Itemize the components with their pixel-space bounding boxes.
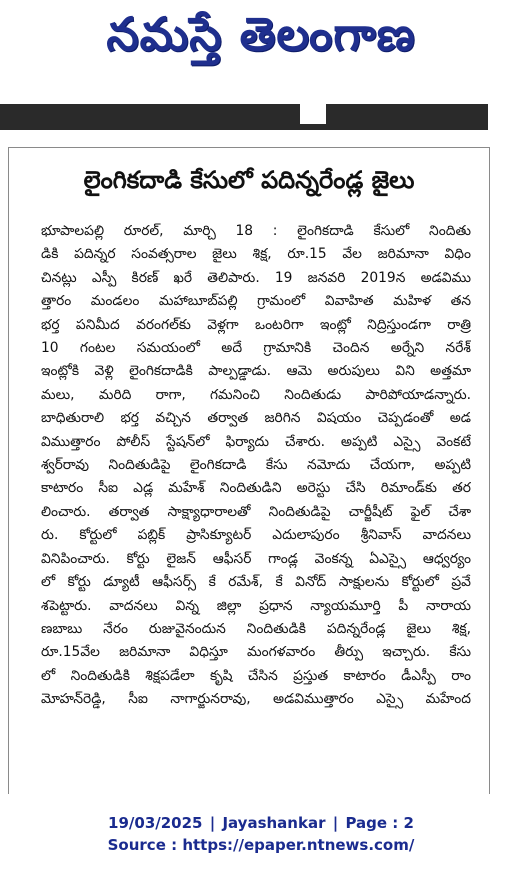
article-body-line: కాటారం సీఐ ఎడ్ల మహేశ్ నిందితుడిని అరెస్టు చేసి రిమాండ్‌కు తర — [41, 480, 471, 497]
article-body-line: లో నిందితుడికి శిక్షపడేలా కృషి చేసిన ప్రస్తుత కాటారం డీఎస్పీ రాం — [41, 667, 471, 684]
footer-separator: | — [209, 814, 216, 832]
article-body — [41, 220, 471, 712]
article-body-line: శ్వర్‌రావు నిందితుడిపై లైంగికదాడి కేసు నమోదు చేయగా, అప్పటి — [41, 457, 471, 474]
article-body-line: శపెట్టారు. వాదనలు విన్న జిల్లా ప్రధాన న్యాయమూర్తి పీ నారాయ — [41, 597, 471, 614]
article-body-line: లించారు. తర్వాత సాక్ష్యాధారాలతో నిందితుడిపై చార్జీషీట్ ఫైల్ చేశా — [41, 503, 471, 520]
article-body-line: రు. కోర్టులో పబ్లిక్ ప్రాసిక్యూటర్ ఎదులాపురం శ్రీనివాస్ వాదనలు — [41, 527, 471, 544]
footer-page: Page : 2 — [345, 814, 414, 832]
bar-fragment — [300, 104, 326, 124]
article-body-line: 10 గంటల సమయంలో అదే గ్రామానికి చెందిన అర్నేని నరేశ్ — [41, 340, 471, 357]
footer-edition: Jayashankar — [222, 814, 326, 832]
article-body-line: డికి పదిన్నర సంవత్సరాల జైలు శిక్ష, రూ.15 వేల జరిమానా విధిం — [41, 246, 471, 263]
article-body-line: ఇంట్లోకి వెళ్లి లైంగికదాడికి పాల్పడ్డాడు. ఆమె అరుపులు విని అత్తమా — [41, 363, 471, 380]
article-body-line: రూ.15వేల జరిమానా విధిస్తూ మంగళవారం తీర్పు ఇచ్చారు. కేసు — [41, 644, 471, 661]
footer-separator: | — [332, 814, 339, 832]
article-body-line: బాధితురాలి భర్త వచ్చిన తర్వాత జరిగిన విషయం చెప్పడంతో అడ — [41, 410, 471, 427]
masthead — [0, 0, 522, 80]
article-body-line: మోహన్‌రెడ్డి, సీఐ నాగార్జునరావు, అడవిముత్తారం ఎస్సై మహేంద — [41, 691, 471, 708]
footer-source: Source : https://epaper.ntnews.com/ — [107, 836, 415, 854]
article-clipping — [8, 147, 490, 794]
article-body-line: వినిపించారు. కోర్టు లైజన్ ఆఫీసర్ గాండ్ల వెంకన్న ఏఎస్సై ఆధ్వర్యం — [41, 550, 471, 567]
article-body-line: భూపాలపల్లి రూరల్, మార్చి 18 : లైంగికదాడి కేసులో నిందితు — [41, 223, 471, 239]
article-body-line: త్తారం మండలం మహాబూబ్‌పల్లి గ్రామంలో వివాహిత మహిళ తన — [41, 293, 471, 310]
footer-date: 19/03/2025 — [108, 814, 203, 832]
article-headline: లైంగికదాడి కేసులో పదిన్నరేండ్ల జైలు — [83, 166, 415, 194]
clipping-footer — [0, 812, 522, 856]
footer-meta-line — [0, 812, 522, 834]
article-body-line: భర్త పనిమీద వరంగల్‌కు వెళ్లగా ఒంటరిగా ఇంట్లో నిద్రిస్తుండగా రాత్రి — [41, 316, 471, 333]
article-body-line: లో కోర్టు డ్యూటీ ఆఫీసర్స్ కే రమేశ్, కే వినోద్ సాక్షులను కోర్టులో ప్రవే — [41, 574, 471, 591]
newspaper-logo-title: నమస్తే తెలంగాణ — [106, 7, 416, 61]
article-body-line: మలు, మరిది రాగా, గమనించి నిందితుడు పారిపోయాడన్నారు. — [41, 386, 471, 403]
section-divider-bar — [0, 104, 488, 130]
article-body-line: చినట్లు ఎస్పీ కిరణ్ ఖరే తెలిపారు. 19 జనవరి 2019న అడవిము — [41, 269, 471, 286]
article-body-line: విముత్తారం పోలీస్ స్టేషన్‌లో ఫిర్యాదు చేశారు. అప్పటి ఎస్సై వెంకటే — [41, 433, 471, 450]
article-body-line: ణబాబు నేరం రుజువైనందున నిందితుడికి పదిన్నరేండ్ల జైలు శిక్ష, — [41, 620, 471, 637]
